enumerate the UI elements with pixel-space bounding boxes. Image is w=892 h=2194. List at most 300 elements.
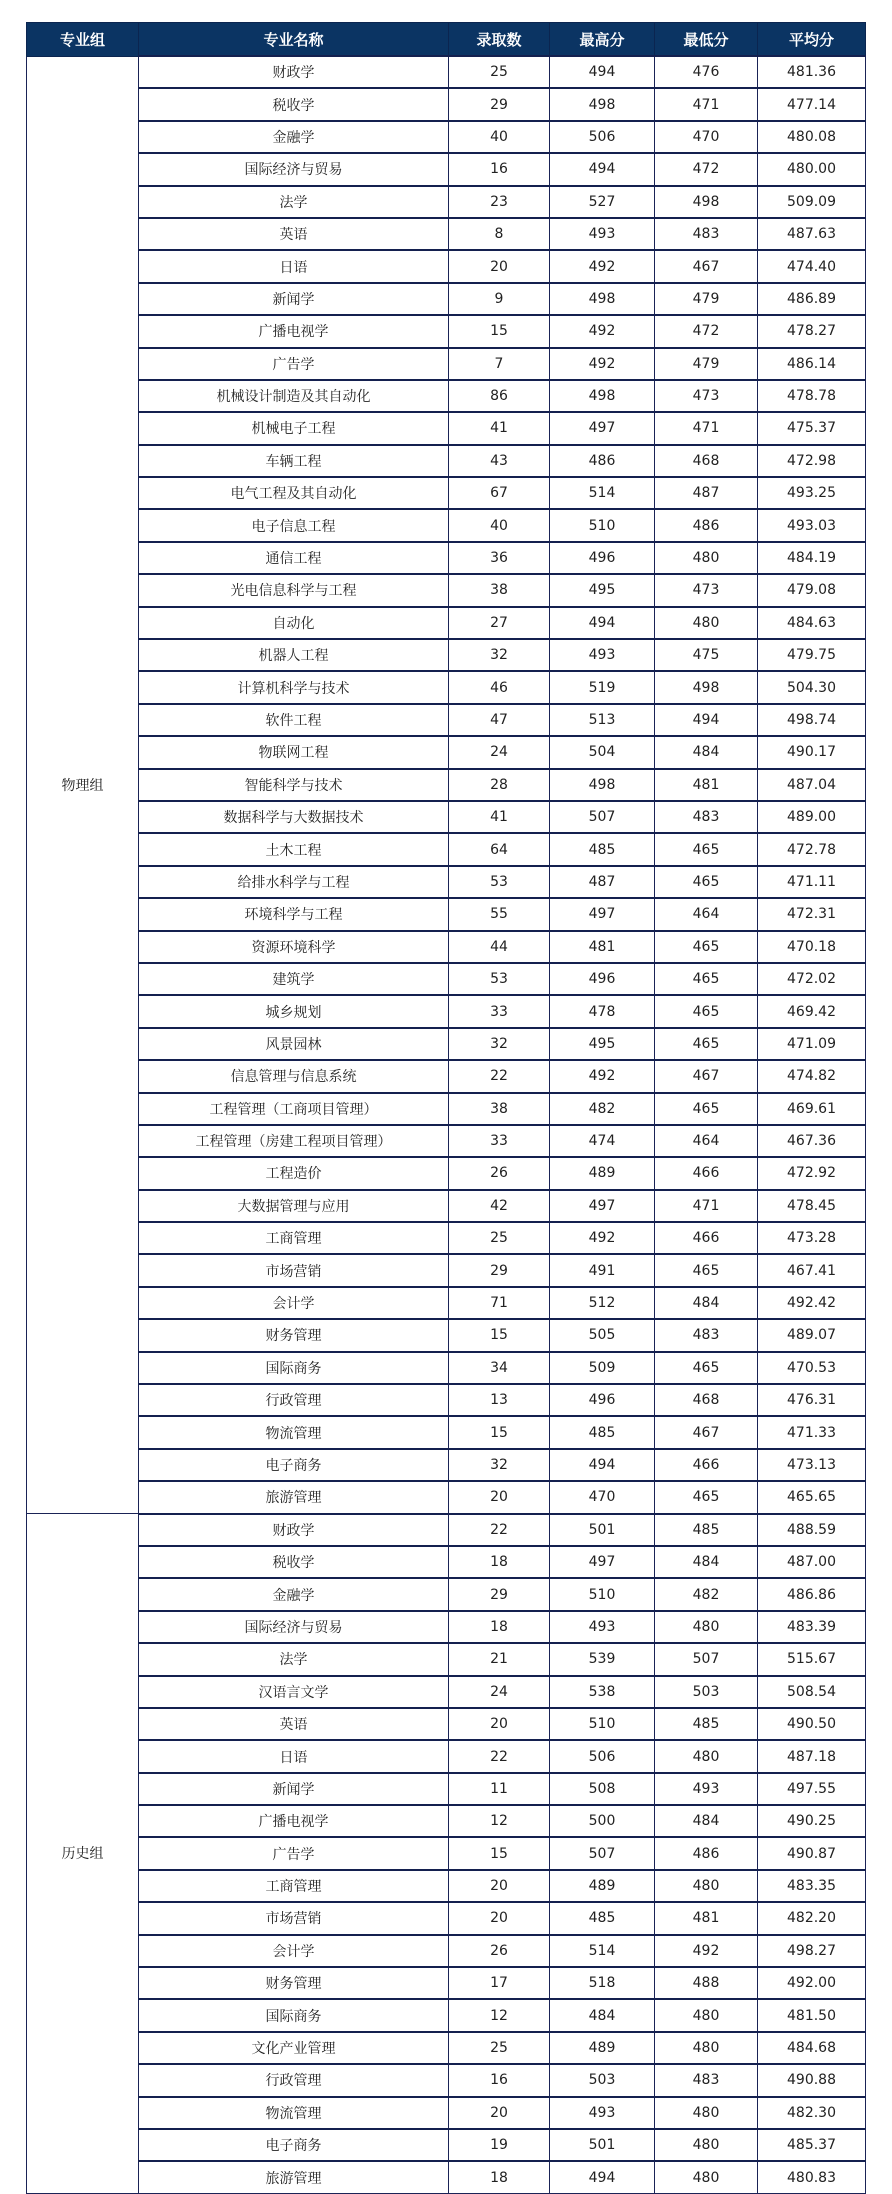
major-name: 机械设计制造及其自动化 <box>139 380 449 412</box>
avg-score: 481.50 <box>758 1999 866 2031</box>
table-body <box>27 56 866 2193</box>
avg-score: 490.50 <box>758 1708 866 1740</box>
avg-score: 480.00 <box>758 153 866 185</box>
max-score: 509 <box>550 1352 655 1384</box>
admitted-count: 36 <box>449 542 550 574</box>
admitted-count: 55 <box>449 898 550 930</box>
admitted-count: 12 <box>449 1999 550 2031</box>
admitted-count: 38 <box>449 574 550 606</box>
max-score: 485 <box>550 833 655 865</box>
table-row <box>27 542 866 574</box>
max-score: 514 <box>550 477 655 509</box>
table-row <box>27 1060 866 1092</box>
max-score: 498 <box>550 380 655 412</box>
avg-score: 484.68 <box>758 2032 866 2064</box>
max-score: 470 <box>550 1481 655 1513</box>
min-score: 480 <box>655 1611 758 1643</box>
min-score: 466 <box>655 1449 758 1481</box>
table-row <box>27 2161 866 2193</box>
max-score: 497 <box>550 1190 655 1222</box>
table-row <box>27 1740 866 1772</box>
admitted-count: 25 <box>449 1222 550 1254</box>
major-name: 物流管理 <box>139 2097 449 2129</box>
avg-score: 473.13 <box>758 1449 866 1481</box>
table-row <box>27 607 866 639</box>
max-score: 485 <box>550 1902 655 1934</box>
major-name: 日语 <box>139 1740 449 1772</box>
table-row <box>27 88 866 120</box>
max-score: 492 <box>550 348 655 380</box>
major-name: 广播电视学 <box>139 315 449 347</box>
min-score: 498 <box>655 186 758 218</box>
major-name: 财务管理 <box>139 1319 449 1351</box>
admitted-count: 64 <box>449 833 550 865</box>
min-score: 481 <box>655 769 758 801</box>
admitted-count: 20 <box>449 1481 550 1513</box>
admitted-count: 20 <box>449 1708 550 1740</box>
admitted-count: 20 <box>449 1870 550 1902</box>
max-score: 506 <box>550 1740 655 1772</box>
min-score: 480 <box>655 1740 758 1772</box>
avg-score: 472.31 <box>758 898 866 930</box>
min-score: 473 <box>655 380 758 412</box>
avg-score: 504.30 <box>758 671 866 703</box>
major-name: 金融学 <box>139 121 449 153</box>
admitted-count: 20 <box>449 250 550 282</box>
max-score: 507 <box>550 801 655 833</box>
max-score: 492 <box>550 1222 655 1254</box>
max-score: 519 <box>550 671 655 703</box>
major-name: 物流管理 <box>139 1416 449 1448</box>
admitted-count: 19 <box>449 2129 550 2161</box>
min-score: 465 <box>655 1481 758 1513</box>
table-row <box>27 380 866 412</box>
avg-score: 493.25 <box>758 477 866 509</box>
major-name: 市场营销 <box>139 1254 449 1286</box>
avg-score: 470.53 <box>758 1352 866 1384</box>
avg-score: 481.36 <box>758 56 866 88</box>
table-row <box>27 348 866 380</box>
avg-score: 470.18 <box>758 931 866 963</box>
major-name: 工程管理（房建工程项目管理） <box>139 1125 449 1157</box>
admitted-count: 18 <box>449 2161 550 2193</box>
major-name: 国际经济与贸易 <box>139 1611 449 1643</box>
max-score: 500 <box>550 1805 655 1837</box>
min-score: 482 <box>655 1578 758 1610</box>
max-score: 474 <box>550 1125 655 1157</box>
table-row <box>27 445 866 477</box>
avg-score: 471.11 <box>758 866 866 898</box>
avg-score: 492.42 <box>758 1287 866 1319</box>
table-row <box>27 315 866 347</box>
admitted-count: 21 <box>449 1643 550 1675</box>
major-name: 大数据管理与应用 <box>139 1190 449 1222</box>
table-row <box>27 1449 866 1481</box>
min-score: 492 <box>655 1935 758 1967</box>
table-row <box>27 1676 866 1708</box>
admitted-count: 33 <box>449 995 550 1027</box>
table-row <box>27 833 866 865</box>
table-row <box>27 121 866 153</box>
avg-score: 467.36 <box>758 1125 866 1157</box>
min-score: 471 <box>655 412 758 444</box>
table-row <box>27 1837 866 1869</box>
major-name: 广告学 <box>139 1837 449 1869</box>
header-max: 最高分 <box>550 23 655 57</box>
table-row <box>27 1254 866 1286</box>
min-score: 483 <box>655 1319 758 1351</box>
avg-score: 475.37 <box>758 412 866 444</box>
max-score: 494 <box>550 153 655 185</box>
min-score: 480 <box>655 1870 758 1902</box>
major-name: 电子商务 <box>139 1449 449 1481</box>
avg-score: 486.86 <box>758 1578 866 1610</box>
avg-score: 480.83 <box>758 2161 866 2193</box>
table-row <box>27 153 866 185</box>
table-row <box>27 218 866 250</box>
admitted-count: 47 <box>449 704 550 736</box>
max-score: 527 <box>550 186 655 218</box>
max-score: 539 <box>550 1643 655 1675</box>
major-name: 文化产业管理 <box>139 2032 449 2064</box>
avg-score: 487.00 <box>758 1546 866 1578</box>
major-name: 电子信息工程 <box>139 509 449 541</box>
max-score: 486 <box>550 445 655 477</box>
major-name: 电气工程及其自动化 <box>139 477 449 509</box>
avg-score: 489.07 <box>758 1319 866 1351</box>
avg-score: 480.08 <box>758 121 866 153</box>
avg-score: 484.19 <box>758 542 866 574</box>
avg-score: 508.54 <box>758 1676 866 1708</box>
table-row <box>27 509 866 541</box>
max-score: 508 <box>550 1773 655 1805</box>
max-score: 518 <box>550 1967 655 1999</box>
max-score: 503 <box>550 2064 655 2096</box>
admitted-count: 71 <box>449 1287 550 1319</box>
major-name: 行政管理 <box>139 1384 449 1416</box>
major-name: 广播电视学 <box>139 1805 449 1837</box>
table-row <box>27 1967 866 1999</box>
min-score: 471 <box>655 88 758 120</box>
major-name: 自动化 <box>139 607 449 639</box>
max-score: 493 <box>550 2097 655 2129</box>
admitted-count: 42 <box>449 1190 550 1222</box>
admitted-count: 7 <box>449 348 550 380</box>
table-row <box>27 995 866 1027</box>
table-row <box>27 1352 866 1384</box>
min-score: 465 <box>655 1028 758 1060</box>
min-score: 480 <box>655 2032 758 2064</box>
max-score: 513 <box>550 704 655 736</box>
min-score: 480 <box>655 607 758 639</box>
min-score: 465 <box>655 931 758 963</box>
min-score: 473 <box>655 574 758 606</box>
min-score: 503 <box>655 1676 758 1708</box>
avg-score: 476.31 <box>758 1384 866 1416</box>
avg-score: 465.65 <box>758 1481 866 1513</box>
admitted-count: 25 <box>449 56 550 88</box>
avg-score: 488.59 <box>758 1514 866 1546</box>
max-score: 514 <box>550 1935 655 1967</box>
major-name: 汉语言文学 <box>139 1676 449 1708</box>
max-score: 492 <box>550 250 655 282</box>
max-score: 493 <box>550 218 655 250</box>
avg-score: 483.39 <box>758 1611 866 1643</box>
major-name: 旅游管理 <box>139 1481 449 1513</box>
admitted-count: 11 <box>449 1773 550 1805</box>
min-score: 465 <box>655 1093 758 1125</box>
table-row <box>27 1935 866 1967</box>
max-score: 496 <box>550 1384 655 1416</box>
admitted-count: 43 <box>449 445 550 477</box>
major-name: 新闻学 <box>139 1773 449 1805</box>
table-row <box>27 1125 866 1157</box>
min-score: 472 <box>655 315 758 347</box>
min-score: 467 <box>655 250 758 282</box>
min-score: 486 <box>655 1837 758 1869</box>
avg-score: 498.27 <box>758 1935 866 1967</box>
admitted-count: 34 <box>449 1352 550 1384</box>
table-row <box>27 1611 866 1643</box>
max-score: 493 <box>550 1611 655 1643</box>
admitted-count: 8 <box>449 218 550 250</box>
max-score: 478 <box>550 995 655 1027</box>
major-name: 物联网工程 <box>139 736 449 768</box>
admitted-count: 12 <box>449 1805 550 1837</box>
major-name: 日语 <box>139 250 449 282</box>
table-row <box>27 736 866 768</box>
major-name: 资源环境科学 <box>139 931 449 963</box>
admitted-count: 26 <box>449 1157 550 1189</box>
header-avg: 平均分 <box>758 23 866 57</box>
min-score: 468 <box>655 1384 758 1416</box>
admitted-count: 44 <box>449 931 550 963</box>
table-row <box>27 801 866 833</box>
min-score: 476 <box>655 56 758 88</box>
min-score: 498 <box>655 671 758 703</box>
table-row <box>27 1384 866 1416</box>
avg-score: 472.98 <box>758 445 866 477</box>
max-score: 485 <box>550 1416 655 1448</box>
max-score: 510 <box>550 1708 655 1740</box>
major-name: 信息管理与信息系统 <box>139 1060 449 1092</box>
min-score: 484 <box>655 736 758 768</box>
major-name: 财政学 <box>139 56 449 88</box>
avg-score: 472.78 <box>758 833 866 865</box>
admitted-count: 32 <box>449 639 550 671</box>
major-name: 新闻学 <box>139 283 449 315</box>
avg-score: 515.67 <box>758 1643 866 1675</box>
min-score: 487 <box>655 477 758 509</box>
min-score: 484 <box>655 1546 758 1578</box>
max-score: 497 <box>550 898 655 930</box>
avg-score: 482.20 <box>758 1902 866 1934</box>
major-name: 行政管理 <box>139 2064 449 2096</box>
major-name: 税收学 <box>139 88 449 120</box>
max-score: 510 <box>550 1578 655 1610</box>
major-name: 国际商务 <box>139 1999 449 2031</box>
major-name: 财务管理 <box>139 1967 449 1999</box>
max-score: 495 <box>550 1028 655 1060</box>
major-name: 软件工程 <box>139 704 449 736</box>
major-name: 国际商务 <box>139 1352 449 1384</box>
admitted-count: 41 <box>449 412 550 444</box>
major-name: 城乡规划 <box>139 995 449 1027</box>
table-header-row <box>27 23 866 57</box>
major-name: 金融学 <box>139 1578 449 1610</box>
major-name: 给排水科学与工程 <box>139 866 449 898</box>
min-score: 465 <box>655 995 758 1027</box>
min-score: 475 <box>655 639 758 671</box>
major-name: 工程造价 <box>139 1157 449 1189</box>
major-name: 广告学 <box>139 348 449 380</box>
max-score: 501 <box>550 2129 655 2161</box>
min-score: 480 <box>655 1999 758 2031</box>
max-score: 507 <box>550 1837 655 1869</box>
min-score: 483 <box>655 218 758 250</box>
table-row <box>27 1805 866 1837</box>
max-score: 491 <box>550 1254 655 1286</box>
major-name: 英语 <box>139 218 449 250</box>
max-score: 489 <box>550 1870 655 1902</box>
major-name: 风景园林 <box>139 1028 449 1060</box>
table-row <box>27 1870 866 1902</box>
min-score: 480 <box>655 2129 758 2161</box>
admitted-count: 26 <box>449 1935 550 1967</box>
admitted-count: 16 <box>449 153 550 185</box>
major-name: 法学 <box>139 186 449 218</box>
min-score: 464 <box>655 1125 758 1157</box>
group-label: 物理组 <box>27 56 139 1514</box>
min-score: 468 <box>655 445 758 477</box>
admitted-count: 38 <box>449 1093 550 1125</box>
avg-score: 487.04 <box>758 769 866 801</box>
min-score: 480 <box>655 2161 758 2193</box>
max-score: 497 <box>550 412 655 444</box>
max-score: 498 <box>550 283 655 315</box>
major-name: 旅游管理 <box>139 2161 449 2193</box>
admitted-count: 22 <box>449 1514 550 1546</box>
avg-score: 472.02 <box>758 963 866 995</box>
admitted-count: 33 <box>449 1125 550 1157</box>
table-row <box>27 1319 866 1351</box>
max-score: 484 <box>550 1999 655 2031</box>
major-name: 英语 <box>139 1708 449 1740</box>
major-name: 数据科学与大数据技术 <box>139 801 449 833</box>
min-score: 494 <box>655 704 758 736</box>
table-row <box>27 1093 866 1125</box>
avg-score: 490.87 <box>758 1837 866 1869</box>
max-score: 489 <box>550 1157 655 1189</box>
max-score: 506 <box>550 121 655 153</box>
max-score: 510 <box>550 509 655 541</box>
table-row <box>27 477 866 509</box>
table-row <box>27 1157 866 1189</box>
admitted-count: 28 <box>449 769 550 801</box>
max-score: 538 <box>550 1676 655 1708</box>
max-score: 482 <box>550 1093 655 1125</box>
min-score: 479 <box>655 348 758 380</box>
min-score: 485 <box>655 1514 758 1546</box>
max-score: 501 <box>550 1514 655 1546</box>
avg-score: 509.09 <box>758 186 866 218</box>
header-group: 专业组 <box>27 23 139 57</box>
major-name: 光电信息科学与工程 <box>139 574 449 606</box>
major-name: 财政学 <box>139 1514 449 1546</box>
table-row <box>27 1773 866 1805</box>
avg-score: 478.45 <box>758 1190 866 1222</box>
table-row <box>27 866 866 898</box>
max-score: 492 <box>550 1060 655 1092</box>
min-score: 467 <box>655 1060 758 1092</box>
table-row <box>27 2129 866 2161</box>
max-score: 493 <box>550 639 655 671</box>
avg-score: 498.74 <box>758 704 866 736</box>
max-score: 496 <box>550 542 655 574</box>
major-name: 工商管理 <box>139 1870 449 1902</box>
table-row <box>27 412 866 444</box>
min-score: 467 <box>655 1416 758 1448</box>
min-score: 484 <box>655 1287 758 1319</box>
avg-score: 474.82 <box>758 1060 866 1092</box>
avg-score: 497.55 <box>758 1773 866 1805</box>
admitted-count: 53 <box>449 866 550 898</box>
table-row <box>27 1287 866 1319</box>
min-score: 481 <box>655 1902 758 1934</box>
avg-score: 477.14 <box>758 88 866 120</box>
admitted-count: 32 <box>449 1028 550 1060</box>
table-row <box>27 1643 866 1675</box>
admitted-count: 22 <box>449 1060 550 1092</box>
avg-score: 479.08 <box>758 574 866 606</box>
major-name: 机械电子工程 <box>139 412 449 444</box>
min-score: 470 <box>655 121 758 153</box>
avg-score: 467.41 <box>758 1254 866 1286</box>
header-min: 最低分 <box>655 23 758 57</box>
admitted-count: 16 <box>449 2064 550 2096</box>
admitted-count: 15 <box>449 1416 550 1448</box>
min-score: 493 <box>655 1773 758 1805</box>
table-row <box>27 1708 866 1740</box>
min-score: 480 <box>655 542 758 574</box>
avg-score: 492.00 <box>758 1967 866 1999</box>
max-score: 489 <box>550 2032 655 2064</box>
min-score: 484 <box>655 1805 758 1837</box>
admitted-count: 22 <box>449 1740 550 1772</box>
max-score: 504 <box>550 736 655 768</box>
table-row <box>27 1190 866 1222</box>
admitted-count: 46 <box>449 671 550 703</box>
max-score: 498 <box>550 769 655 801</box>
table-row <box>27 1028 866 1060</box>
max-score: 497 <box>550 1546 655 1578</box>
min-score: 472 <box>655 153 758 185</box>
header-major: 专业名称 <box>139 23 449 57</box>
avg-score: 469.61 <box>758 1093 866 1125</box>
max-score: 494 <box>550 1449 655 1481</box>
table-row <box>27 1416 866 1448</box>
table-row <box>27 2097 866 2129</box>
major-name: 国际经济与贸易 <box>139 153 449 185</box>
max-score: 496 <box>550 963 655 995</box>
major-name: 会计学 <box>139 1287 449 1319</box>
admitted-count: 27 <box>449 607 550 639</box>
table-row <box>27 1481 866 1513</box>
admitted-count: 15 <box>449 1319 550 1351</box>
avg-score: 485.37 <box>758 2129 866 2161</box>
table-row <box>27 704 866 736</box>
admitted-count: 32 <box>449 1449 550 1481</box>
